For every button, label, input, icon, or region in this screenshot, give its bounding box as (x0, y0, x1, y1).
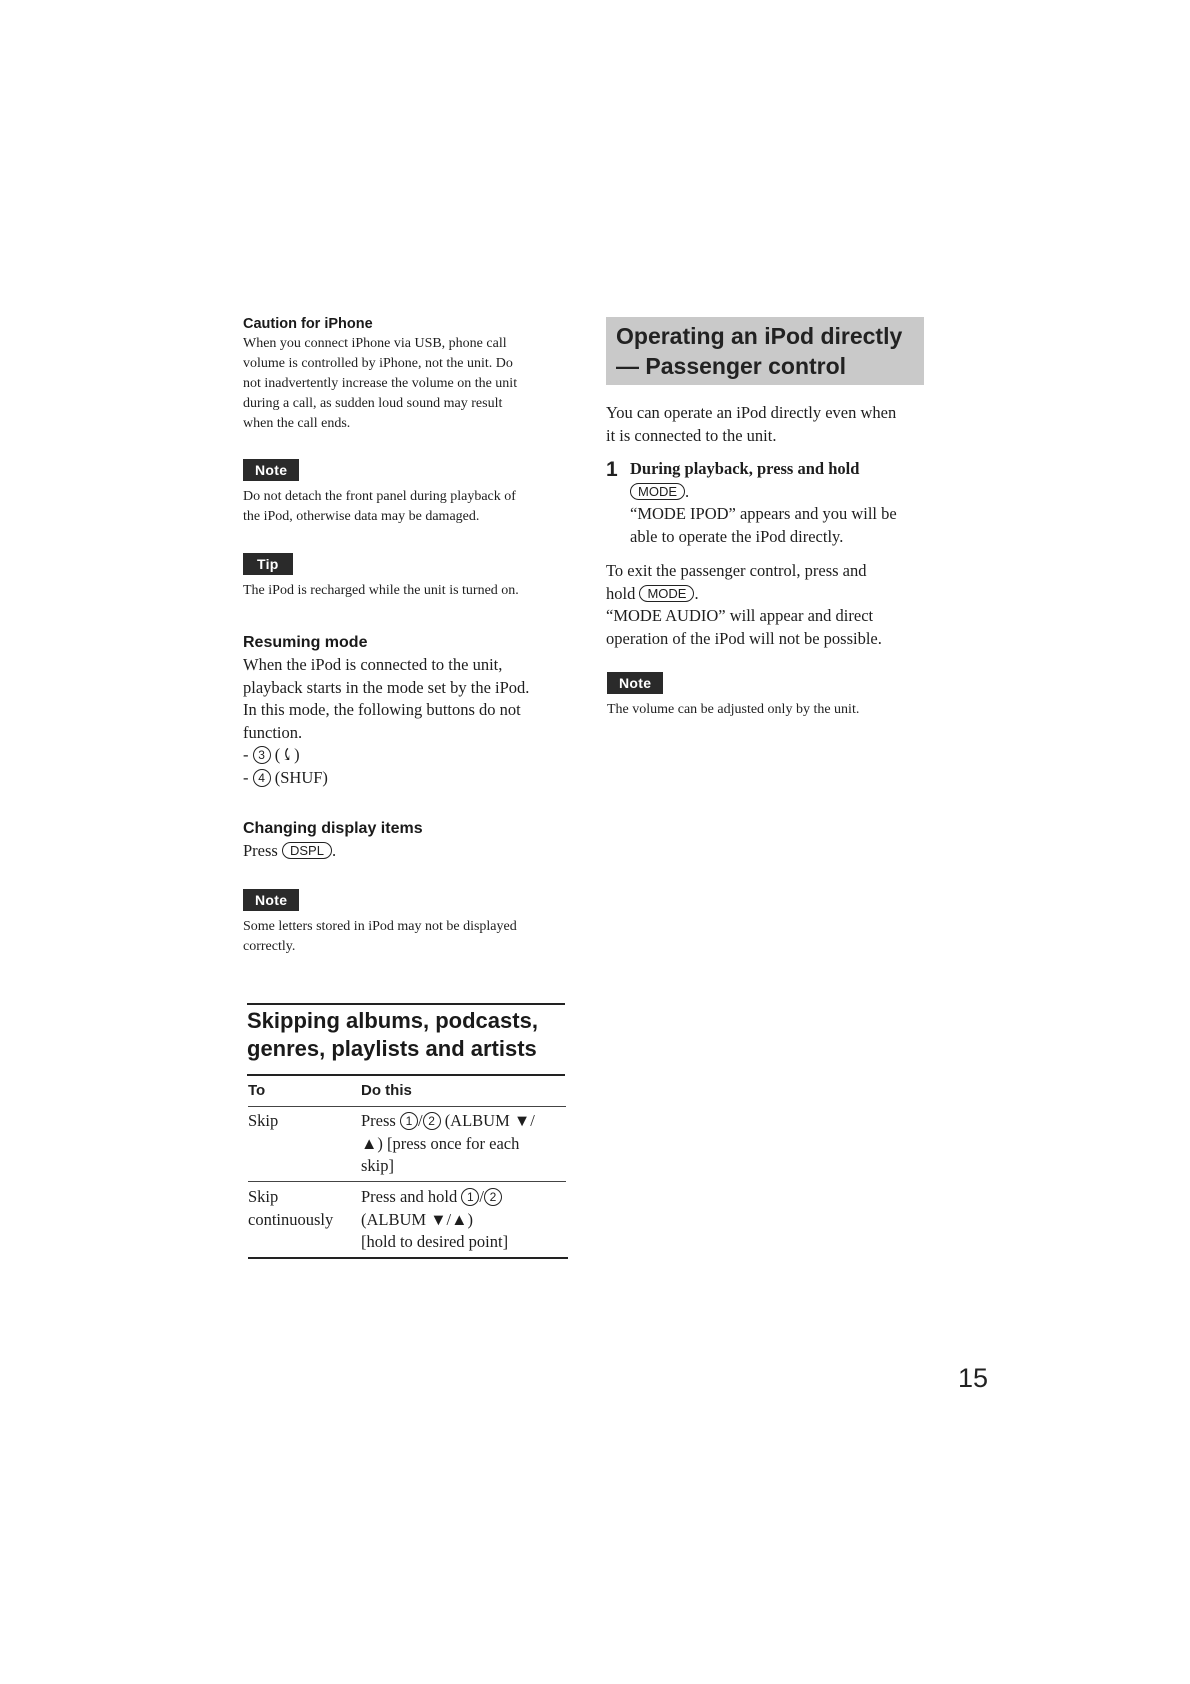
row-line: (ALBUM ▼/▲) (361, 1209, 473, 1229)
list-dash: - (243, 745, 249, 764)
slash: / (417, 1111, 423, 1130)
result-line: “MODE IPOD” appears and you will be (630, 504, 897, 523)
caution-line: When you connect iPhone via USB, phone call (243, 336, 507, 351)
table-row (248, 1186, 566, 1254)
resuming-text (243, 654, 563, 789)
table-top-rule (247, 1074, 565, 1076)
row-do (361, 1186, 568, 1254)
note-section-3 (607, 672, 937, 720)
display-heading: Changing display items (243, 820, 423, 837)
button-3-key: 3 (253, 746, 271, 764)
note-label: Note (243, 459, 299, 481)
row-line: [hold to desired point] (361, 1232, 509, 1251)
skipping-title (247, 1007, 577, 1063)
exit-line: operation of the iPod will not be possible. (606, 628, 882, 648)
list-dash: - (243, 767, 249, 787)
resuming-heading: Resuming mode (243, 634, 368, 651)
resuming-section (243, 632, 563, 789)
skip-table (248, 1080, 566, 1102)
exit-line: “MODE AUDIO” will appear and direct (606, 606, 874, 625)
step-1 (606, 458, 936, 548)
col-do-this: Do this (361, 1082, 412, 1099)
note-text (243, 487, 563, 527)
press-text: Press and hold (361, 1187, 458, 1206)
row-do (361, 1110, 568, 1178)
resuming-line: function. (243, 722, 303, 742)
resuming-line: In this mode, the following buttons do not (243, 700, 521, 719)
dspl-key: DSPL (282, 842, 332, 859)
row-line: skip] (361, 1156, 394, 1175)
button-1-key: 1 (400, 1112, 418, 1130)
header-rule (248, 1106, 566, 1107)
note-label: Note (607, 672, 663, 694)
row-to-line: Skip (248, 1187, 279, 1206)
display-section (243, 818, 563, 863)
intro-line: You can operate an iPod directly even when (606, 403, 897, 422)
period: . (331, 841, 337, 860)
caution-line: not inadvertently increase the volume on the unit (243, 376, 518, 391)
note-text (243, 917, 563, 957)
slash: / (479, 1187, 484, 1206)
section-rule (247, 1003, 565, 1005)
display-text (243, 840, 563, 863)
button-2-key: 2 (423, 1112, 441, 1130)
resuming-line: playback starts in the mode set by the iPod. (243, 677, 530, 697)
press-text: Press (243, 841, 278, 860)
title-line: — Passenger control (616, 353, 847, 379)
resuming-item (243, 767, 563, 790)
note-line: the iPod, otherwise data may be damaged. (243, 509, 480, 524)
shuffle-label: (SHUF) (274, 767, 328, 787)
button-2-key: 2 (484, 1188, 502, 1206)
caution-line: when the call ends. (243, 416, 351, 431)
note-text: The volume can be adjusted only by the unit. (607, 702, 860, 717)
resuming-line: When the iPod is connected to the unit, (243, 655, 503, 674)
caution-line: during a call, as sudden loud sound may result (243, 396, 503, 411)
page-number: 15 (958, 1363, 989, 1393)
note-section-2 (243, 889, 563, 957)
row-rule (248, 1181, 566, 1182)
note-label: Note (243, 889, 299, 911)
caution-heading: Caution for iPhone (243, 316, 373, 332)
table-row (248, 1110, 566, 1178)
row-to (248, 1186, 361, 1254)
note-line: Do not detach the front panel during playback of (243, 489, 516, 504)
press-text: Press (361, 1111, 396, 1130)
table-bottom-rule (248, 1257, 568, 1259)
col-to: To (248, 1082, 266, 1099)
note-line: Some letters stored in iPod may not be displayed (243, 919, 517, 934)
button-4-key: 4 (253, 769, 271, 787)
row-line: ▲) [press once for each (361, 1133, 520, 1153)
exit-line: To exit the passenger control, press and (606, 561, 867, 580)
step-instruction: During playback, press and hold (630, 459, 860, 478)
repeat-label: (⤹) (274, 745, 300, 764)
table-header-row (248, 1080, 568, 1102)
album-label: (ALBUM ▼/ (444, 1111, 535, 1130)
step-result (630, 503, 936, 548)
intro-text (606, 402, 936, 447)
step-key-line (630, 481, 936, 504)
caution-line: volume is controlled by iPhone, not the unit. Do (243, 356, 513, 371)
tip-section (243, 553, 573, 601)
row-to: Skip (248, 1111, 279, 1130)
section-title (606, 317, 924, 385)
caution-section (243, 314, 563, 434)
mode-key: MODE (639, 585, 694, 602)
skipping-title-line: Skipping albums, podcasts, (247, 1008, 538, 1033)
note-section-1 (243, 459, 563, 527)
tip-text: The iPod is recharged while the unit is turned on. (243, 583, 519, 598)
caution-text (243, 334, 563, 434)
intro-line: it is connected to the unit. (606, 425, 777, 445)
period: . (685, 481, 690, 501)
period: . (694, 583, 699, 603)
hold-text: hold (606, 583, 636, 603)
resuming-item (243, 744, 563, 767)
skipping-title-line: genres, playlists and artists (247, 1036, 537, 1061)
mode-key: MODE (630, 483, 685, 500)
button-1-key: 1 (461, 1188, 479, 1206)
step-number: 1 (606, 458, 618, 481)
exit-line (606, 583, 936, 606)
result-line: able to operate the iPod directly. (630, 526, 844, 546)
row-to-line: continuously (248, 1209, 334, 1229)
exit-text (606, 560, 936, 650)
note-line: correctly. (243, 939, 296, 954)
title-line: Operating an iPod directly (616, 323, 903, 349)
tip-label: Tip (243, 553, 293, 575)
